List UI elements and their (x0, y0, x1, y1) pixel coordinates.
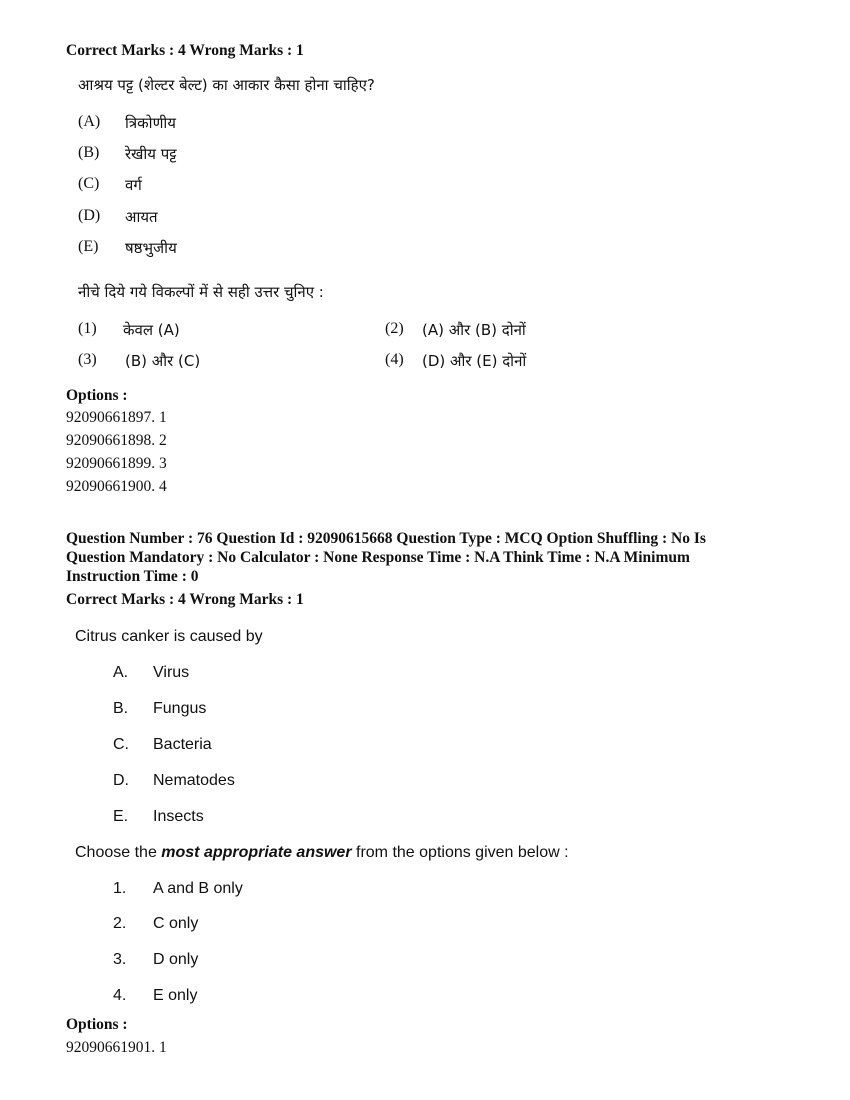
q75-item-label: (A) (78, 113, 101, 130)
q76-item-label: A. (113, 664, 129, 681)
q76-item-text: Fungus (153, 700, 207, 717)
q75-options-heading: Options : (66, 387, 128, 404)
q76-item-text: Virus (153, 664, 190, 681)
q76-choice-text: D only (153, 951, 199, 968)
option-id: 92090661899. 3 (66, 455, 167, 472)
q75-choice-label: (2) (385, 320, 404, 337)
q75-choice-label: (4) (385, 351, 404, 368)
q75-choice-text: (B) और (C) (125, 352, 201, 370)
instruction-pre: Choose the (75, 844, 162, 861)
q76-item-text: Insects (153, 808, 204, 825)
q76-options-heading: Options : (66, 1016, 128, 1033)
q76-item-text: Nematodes (153, 772, 235, 789)
q76-item-label: D. (113, 772, 129, 789)
q75-item-label: (B) (78, 144, 100, 161)
q76-item-label: C. (113, 736, 129, 753)
q75-choice-text: केवल (A) (123, 321, 180, 339)
instruction-post: from the options given below : (351, 844, 569, 861)
option-id: 92090661898. 2 (66, 432, 167, 449)
q76-choice-text: C only (153, 915, 199, 932)
q75-item-text: रेखीय पट्ट (125, 145, 177, 163)
option-id: 92090661900. 4 (66, 478, 167, 495)
q75-item-text: त्रिकोणीय (125, 114, 177, 132)
q76-instruction (75, 844, 569, 862)
q75-choice-label: (3) (78, 351, 97, 368)
q76-choice-label: 4. (113, 987, 127, 1004)
q75-item-text: वर्ग (125, 176, 142, 194)
q76-choice-text: E only (153, 987, 198, 1004)
q75-item-label: (D) (78, 207, 101, 224)
option-id: 92090661901. 1 (66, 1039, 167, 1056)
q76-meta-line: Question Mandatory : No Calculator : None Response Time : N.A Think Time : N.A Minimum (66, 549, 690, 566)
q76-item-label: E. (113, 808, 129, 825)
q75-item-text: आयत (125, 208, 158, 226)
q76-marks: Correct Marks : 4 Wrong Marks : 1 (66, 591, 304, 608)
q75-item-label: (E) (78, 238, 99, 255)
option-id: 92090661897. 1 (66, 409, 167, 426)
q76-meta-line: Question Number : 76 Question Id : 92090615668 Question Type : MCQ Option Shuffling : No Is (66, 530, 706, 547)
q76-item-label: B. (113, 700, 129, 717)
q75-item-text: षष्ठभुजीय (125, 239, 177, 257)
q76-meta-line: Instruction Time : 0 (66, 568, 199, 585)
q76-choice-label: 1. (113, 880, 127, 897)
q75-choice-label: (1) (78, 320, 97, 337)
q76-item-text: Bacteria (153, 736, 212, 753)
q76-choice-text: A and B only (153, 880, 243, 897)
q75-item-label: (C) (78, 175, 100, 192)
q75-marks: Correct Marks : 4 Wrong Marks : 1 (66, 42, 304, 59)
instruction-emphasis: most appropriate answer (161, 844, 352, 861)
q75-choice-text: (D) और (E) दोनों (422, 352, 527, 370)
q75-choice-text: (A) और (B) दोनों (422, 321, 526, 339)
q75-instruction: नीचे दिये गये विकल्पों में से सही उत्तर चुनिए : (78, 283, 324, 301)
q76-question-text: Citrus canker is caused by (75, 628, 263, 645)
q76-choice-label: 2. (113, 915, 127, 932)
q75-question-text: आश्रय पट्ट (शेल्टर बेल्ट) का आकार कैसा होना चाहिए? (78, 76, 375, 94)
q76-choice-label: 3. (113, 951, 127, 968)
